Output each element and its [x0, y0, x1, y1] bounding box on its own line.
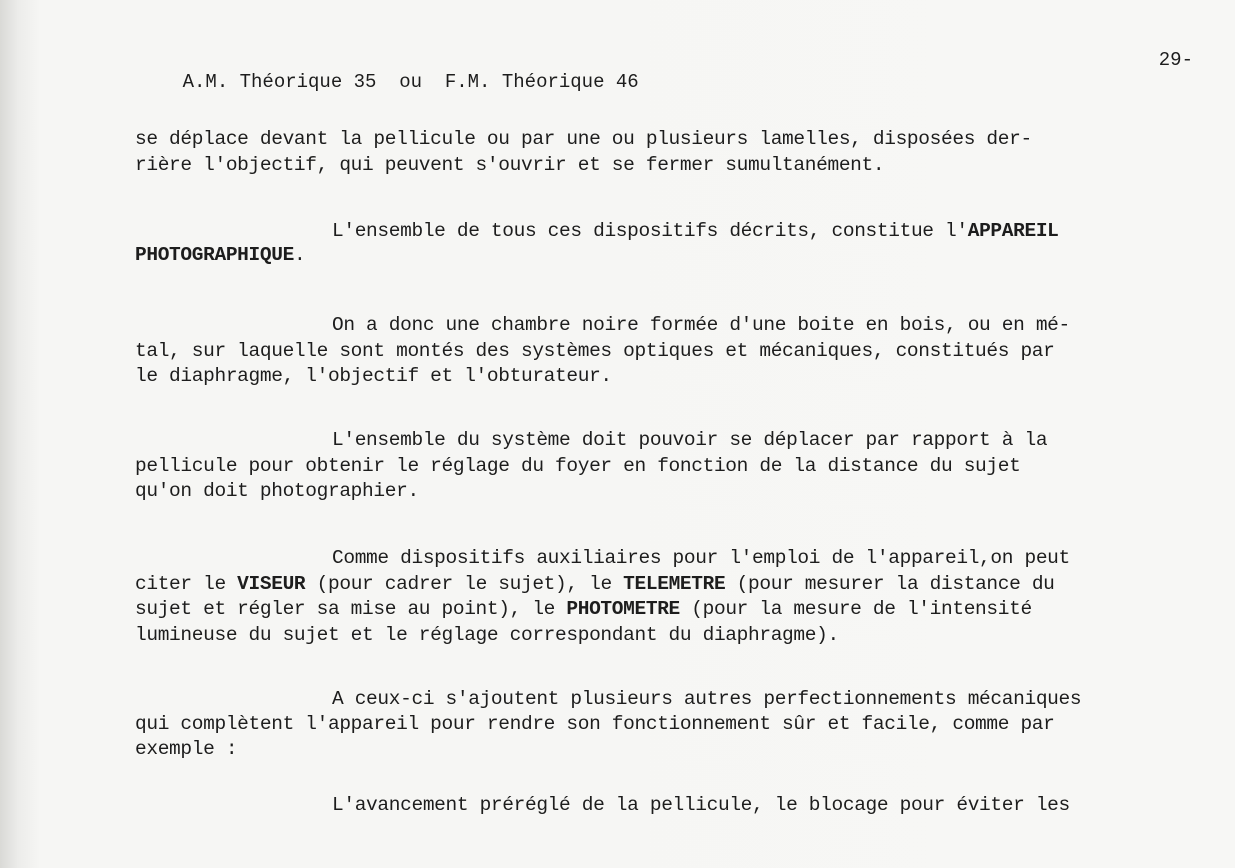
- bold-term: VISEUR: [237, 573, 306, 595]
- text-line: se déplace devant la pellicule ou par une ou plusieurs lamelles, disposées der-: [135, 128, 1032, 150]
- text-line: [135, 243, 305, 267]
- text-line: exemple :: [135, 738, 238, 760]
- text-run: L'ensemble de tous ces dispositifs décrits, constitue l': [332, 220, 968, 242]
- text-run: sujet et régler sa mise au point), le: [135, 598, 567, 620]
- bold-term: PHOTOGRAPHIQUE: [135, 244, 294, 266]
- text-line: Comme dispositifs auxiliaires pour l'emploi de l'appareil,on peut: [332, 547, 1070, 569]
- text-run: (pour cadrer le sujet), le: [305, 573, 624, 595]
- text-line: le diaphragme, l'objectif et l'obturateur.: [135, 365, 612, 387]
- text-run: (pour mesurer la distance du: [725, 573, 1055, 595]
- text-line: rière l'objectif, qui peuvent s'ouvrir et se fermer sumultanément.: [135, 154, 885, 176]
- bold-term: APPAREIL: [967, 220, 1059, 242]
- page-number: 29-: [1158, 49, 1193, 71]
- text-line: L'ensemble du système doit pouvoir se déplacer par rapport à la: [332, 429, 1048, 451]
- text-line: [135, 572, 1055, 596]
- text-line: On a donc une chambre noire formée d'une boite en bois, ou en mé-: [332, 314, 1070, 336]
- text-line: [135, 597, 1032, 621]
- text-line: qui complètent l'appareil pour rendre son fonctionnement sûr et facile, comme par: [135, 713, 1055, 735]
- page-header: [137, 49, 1193, 137]
- bold-term: PHOTOMETRE: [566, 598, 680, 620]
- text-line: A ceux-ci s'ajoutent plusieurs autres perfectionnements mécaniques: [332, 688, 1082, 710]
- text-line: pellicule pour obtenir le réglage du foyer en fonction de la distance du sujet: [135, 455, 1021, 477]
- text-line: tal, sur laquelle sont montés des systèmes optiques et mécaniques, constitués par: [135, 340, 1055, 362]
- text-run: .: [293, 244, 306, 266]
- text-line: [332, 219, 1059, 243]
- text-line: lumineuse du sujet et le réglage correspondant du diaphragme).: [135, 624, 839, 646]
- text-line: qu'on doit photographier.: [135, 480, 419, 502]
- bold-term: TELEMETRE: [623, 573, 726, 595]
- text-line: L'avancement préréglé de la pellicule, le blocage pour éviter les: [332, 794, 1070, 816]
- text-run: (pour la mesure de l'intensité: [679, 598, 1032, 620]
- text-run: citer le: [135, 573, 238, 595]
- running-title: A.M. Théorique 35 ou F.M. Théorique 46: [182, 71, 639, 93]
